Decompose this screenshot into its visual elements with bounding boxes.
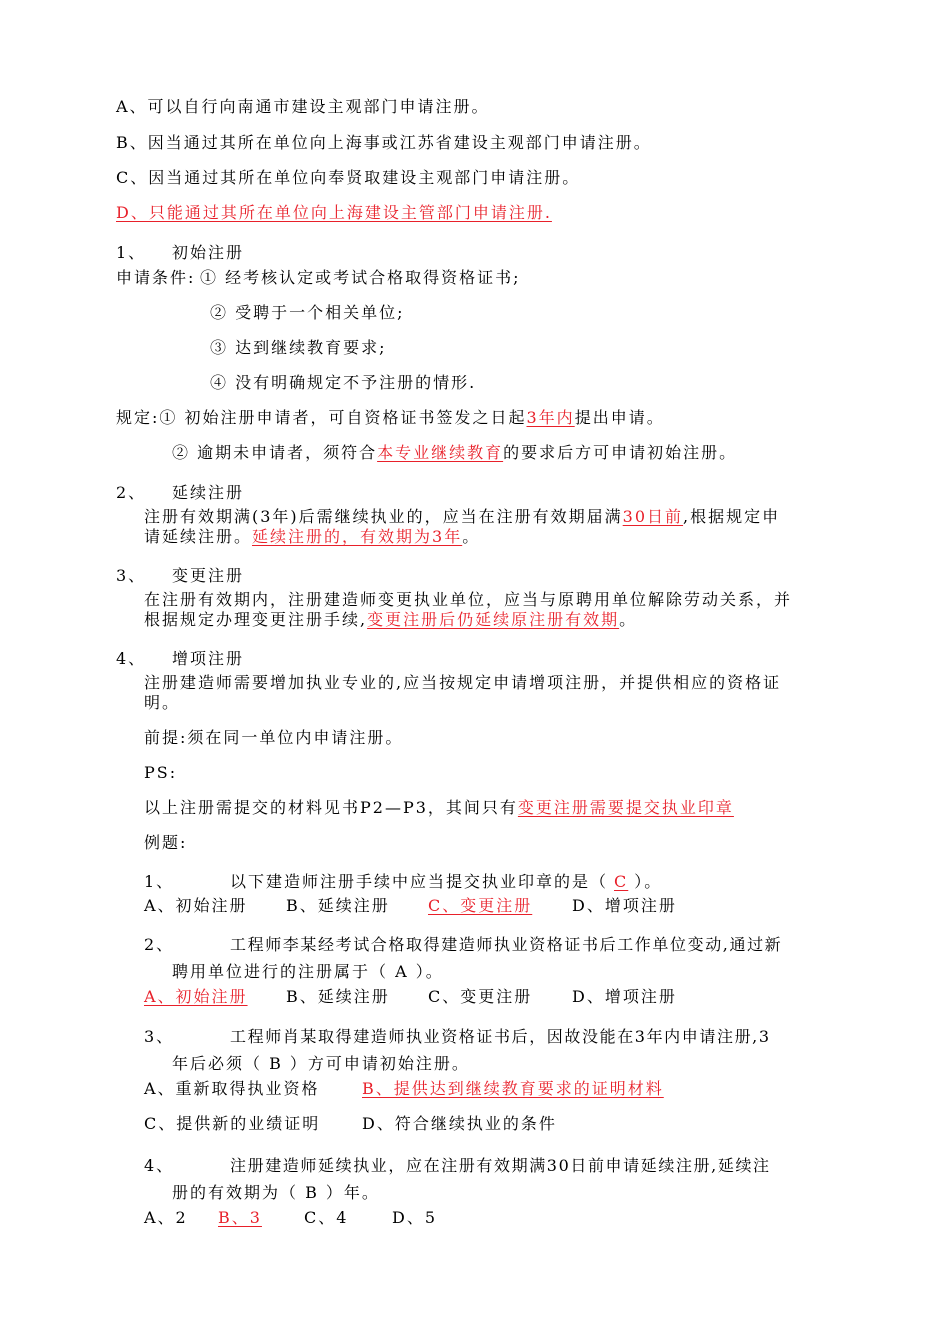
q2-number: 2、 [144, 935, 175, 954]
q4-stem-line-1: 注册建造师延续执业，应在注册有效期满30日前申请延续注册,延续注 [230, 1156, 771, 1175]
q1-option-d: D、增项注册 [572, 896, 677, 915]
section-3-line-2 [144, 610, 637, 630]
section-3-title: 变更注册 [172, 566, 245, 585]
q4-option-b-answer: B、3 [218, 1208, 262, 1227]
q3-option-a: A、重新取得执业资格 [144, 1079, 320, 1098]
section-2-number: 2、 [116, 483, 147, 502]
section-1-number: 1、 [116, 243, 147, 262]
section-2-highlight-2: 延续注册的，有效期为3年 [252, 527, 463, 546]
q2-option-b: B、延续注册 [286, 987, 390, 1006]
q1-option-a: A、初始注册 [144, 896, 248, 915]
q3-option-d: D、符合继续执业的条件 [362, 1114, 557, 1133]
q3-stem-line-1: 工程师肖某取得建造师执业资格证书后，因故没能在3年内申请注册,3 [230, 1027, 771, 1046]
q3-stem-line-2: 年后必须（ B ）方可申请初始注册。 [172, 1054, 470, 1073]
q4-number: 4、 [144, 1156, 175, 1175]
q4-stem-line-2: 册的有效期为（ B ）年。 [172, 1183, 380, 1202]
option-a: A、可以自行向南通市建设主观部门申请注册。 [116, 97, 490, 116]
section-3-text: 根据规定办理变更注册手续, [144, 610, 368, 629]
q2-stem-line-1: 工程师李某经考试合格取得建造师执业资格证书后工作单位变动,通过新 [230, 935, 783, 954]
rule-2-highlight: 本专业继续教育 [377, 443, 504, 462]
option-d-answer: D、只能通过其所在单位向上海建设主管部门申请注册. [116, 203, 552, 222]
q4-option-d: D、5 [392, 1208, 438, 1227]
condition-2: ② 受聘于一个相关单位; [210, 303, 405, 322]
premise: 前提:须在同一单位内申请注册。 [144, 728, 404, 747]
q3-number: 3、 [144, 1027, 175, 1046]
condition-1: ① 经考核认定或考试合格取得资格证书; [200, 268, 521, 287]
rule-2 [172, 443, 737, 463]
section-2-line-2 [144, 527, 480, 547]
q1-answer: C [614, 872, 629, 891]
section-1-title: 初始注册 [172, 243, 245, 262]
section-2-highlight-1: 30日前 [622, 507, 684, 526]
section-2-text-end: ,根据规定申 [683, 507, 781, 526]
q4-option-c: C、4 [304, 1208, 349, 1227]
q1-number: 1、 [144, 872, 175, 891]
rule-1-end: 提出申请。 [574, 408, 665, 427]
ps-label: PS: [144, 763, 178, 782]
section-2-line-1 [144, 507, 780, 527]
q1-stem-end: ）。 [634, 872, 663, 891]
q2-stem-line-2: 聘用单位进行的注册属于（ A ）。 [172, 962, 444, 981]
option-b: B、因当通过其所在单位向上海事或江苏省建设主观部门申请注册。 [116, 133, 652, 152]
q1-option-b: B、延续注册 [286, 896, 390, 915]
ps-text: 以上注册需提交的材料见书P2—P3，其间只有 [144, 798, 518, 817]
section-4-number: 4、 [116, 649, 147, 668]
q2-option-d: D、增项注册 [572, 987, 677, 1006]
q2-option-c: C、变更注册 [428, 987, 533, 1006]
section-3-line-1: 在注册有效期内，注册建造师变更执业单位，应当与原聘用单位解除劳动关系，并 [144, 590, 793, 609]
ps-note [144, 798, 734, 818]
condition-4: ④ 没有明确规定不予注册的情形. [210, 373, 477, 392]
section-2-text: 注册有效期满(3年)后需继续执业的，应当在注册有效期届满 [144, 507, 623, 526]
section-4-title: 增项注册 [172, 649, 245, 668]
q1-stem-text: 以下建造师注册手续中应当提交执业印章的是（ [230, 872, 609, 891]
section-2-title: 延续注册 [172, 483, 245, 502]
rule-2-text: ② 逾期未申请者，须符合 [172, 443, 378, 462]
rule-1-highlight: 3年内 [526, 408, 575, 427]
q4-option-a: A、2 [144, 1208, 188, 1227]
section-4-line-2: 明。 [144, 693, 181, 712]
q3-option-b-answer: B、提供达到继续教育要求的证明材料 [362, 1079, 664, 1098]
rule-2-end: 的要求后方可申请初始注册。 [503, 443, 738, 462]
q2-option-a-answer: A、初始注册 [144, 987, 248, 1006]
rule-1 [116, 408, 665, 428]
section-3-text-end: 。 [619, 610, 638, 629]
section-3-highlight: 变更注册后仍延续原注册有效期 [367, 610, 620, 629]
option-c: C、因当通过其所在单位向奉贤取建设主观部门申请注册。 [116, 168, 581, 187]
section-2-text-2: 请延续注册。 [144, 527, 253, 546]
rule-1-text: ① 初始注册申请者，可自资格证书签发之日起 [159, 408, 527, 427]
ps-highlight: 变更注册需要提交执业印章 [517, 798, 734, 817]
rules-label: 规定: [116, 408, 160, 427]
section-2-text-2-end: 。 [462, 527, 481, 546]
q1-option-c-answer: C、变更注册 [428, 896, 533, 915]
condition-3: ③ 达到继续教育要求; [210, 338, 387, 357]
examples-label: 例题: [144, 833, 188, 852]
q3-option-c: C、提供新的业绩证明 [144, 1114, 321, 1133]
q1-stem [230, 872, 662, 892]
conditions-label: 申请条件: [116, 268, 196, 287]
section-4-line-1: 注册建造师需要增加执业专业的,应当按规定申请增项注册，并提供相应的资格证 [144, 673, 782, 692]
section-3-number: 3、 [116, 566, 147, 585]
